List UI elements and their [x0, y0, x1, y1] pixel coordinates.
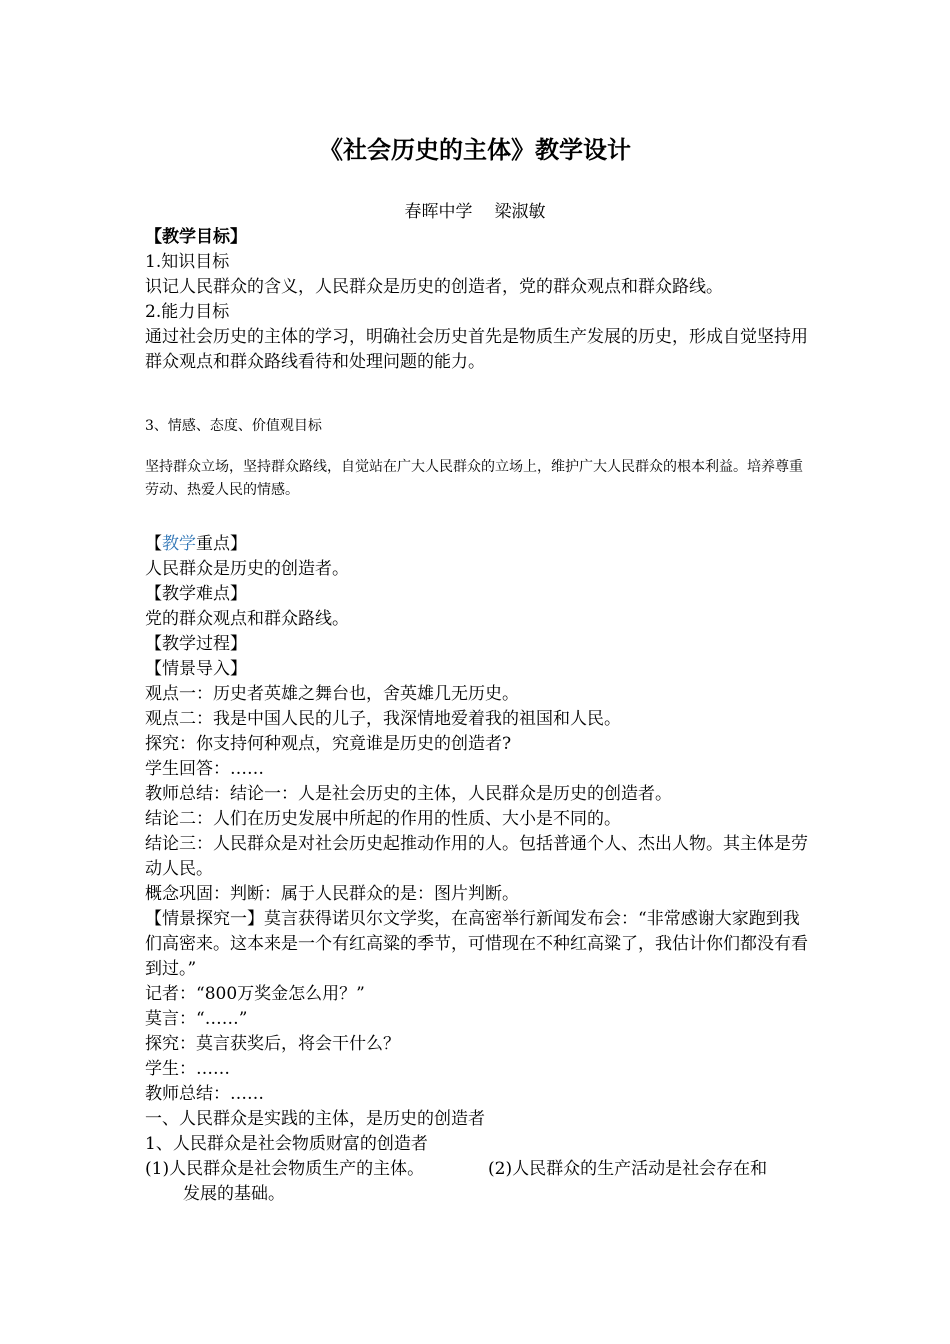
- key-point-heading: 【教学重点】: [145, 534, 247, 554]
- process-line: 教师总结：……: [145, 1084, 264, 1104]
- sub-item-2-continued: 发展的基础。: [183, 1184, 285, 1204]
- intro-heading: 【情景导入】: [145, 659, 247, 679]
- knowledge-text: 识记人民群众的含义，人民群众是历史的创造者，党的群众观点和群众路线。: [145, 277, 723, 297]
- process-line: 学生回答：……: [145, 759, 264, 779]
- document-body: [145, 225, 810, 1207]
- difficulty-heading: 【教学难点】: [145, 584, 247, 604]
- emotion-heading: 3、情感、态度、价值观目标: [145, 418, 322, 434]
- difficulty-text: 党的群众观点和群众路线。: [145, 609, 349, 629]
- process-heading: 【教学过程】: [145, 634, 247, 654]
- process-line: 1、人民群众是社会物质财富的创造者: [145, 1134, 428, 1154]
- objectives-heading: 【教学目标】: [145, 227, 247, 247]
- process-line: 结论二：人们在历史发展中所起的作用的性质、大小是不同的。: [145, 809, 621, 829]
- process-line: 探究：你支持何种观点，究竟谁是历史的创造者?: [145, 734, 512, 754]
- knowledge-heading: 1.知识目标: [145, 252, 230, 272]
- process-line: 学生：……: [145, 1059, 230, 1079]
- sub-item-1: (1)人民群众是社会物质生产的主体。: [145, 1159, 425, 1179]
- process-line: 概念巩固：判断：属于人民群众的是：图片判断。: [145, 884, 519, 904]
- sub-item-2: (2)人民群众的生产活动是社会存在和: [488, 1159, 768, 1179]
- key-point-link[interactable]: 教学: [162, 534, 196, 554]
- process-line: 探究：莫言获奖后，将会干什么？: [145, 1034, 400, 1054]
- author-line: [0, 199, 950, 225]
- document-title: 《社会历史的主体》教学设计: [319, 136, 631, 164]
- process-line: 观点二：我是中国人民的儿子，我深情地爱着我的祖国和人民。: [145, 709, 621, 729]
- ability-text: 通过社会历史的主体的学习，明确社会历史首先是物质生产发展的历史，形成自觉坚持用群众观点和群众路线看待和处理问题的能力。: [145, 327, 808, 372]
- process-line: 莫言：“……”: [145, 1009, 248, 1029]
- process-line: 【情景探究一】莫言获得诺贝尔文学奖，在高密举行新闻发布会：“非常感谢大家跑到我们高密来。这本来是一个有红高粱的季节，可惜现在不种红高粱了，我估计你们都没有看到过。”: [145, 909, 808, 979]
- process-line: 记者：“800万奖金怎么用？”: [145, 984, 365, 1004]
- author-school: 春晖中学: [404, 202, 473, 222]
- key-point-text: 人民群众是历史的创造者。: [145, 559, 349, 579]
- process-line: 结论三：人民群众是对社会历史起推动作用的人。包括普通个人、杰出人物。其主体是劳动人民。: [145, 834, 808, 879]
- emotion-text: 坚持群众立场，坚持群众路线，自觉站在广大人民群众的立场上，维护广大人民群众的根本利益。培养尊重劳动、热爱人民的情感。: [145, 459, 803, 498]
- author-name: 梁淑敏: [494, 202, 546, 222]
- process-line: 一、人民群众是实践的主体，是历史的创造者: [145, 1109, 485, 1129]
- ability-heading: 2.能力目标: [145, 302, 230, 322]
- sub-items-row: [145, 1157, 810, 1182]
- process-line: 观点一：历史者英雄之舞台也，舍英雄几无历史。: [145, 684, 519, 704]
- process-line: 教师总结：结论一：人是社会历史的主体，人民群众是历史的创造者。: [145, 784, 672, 804]
